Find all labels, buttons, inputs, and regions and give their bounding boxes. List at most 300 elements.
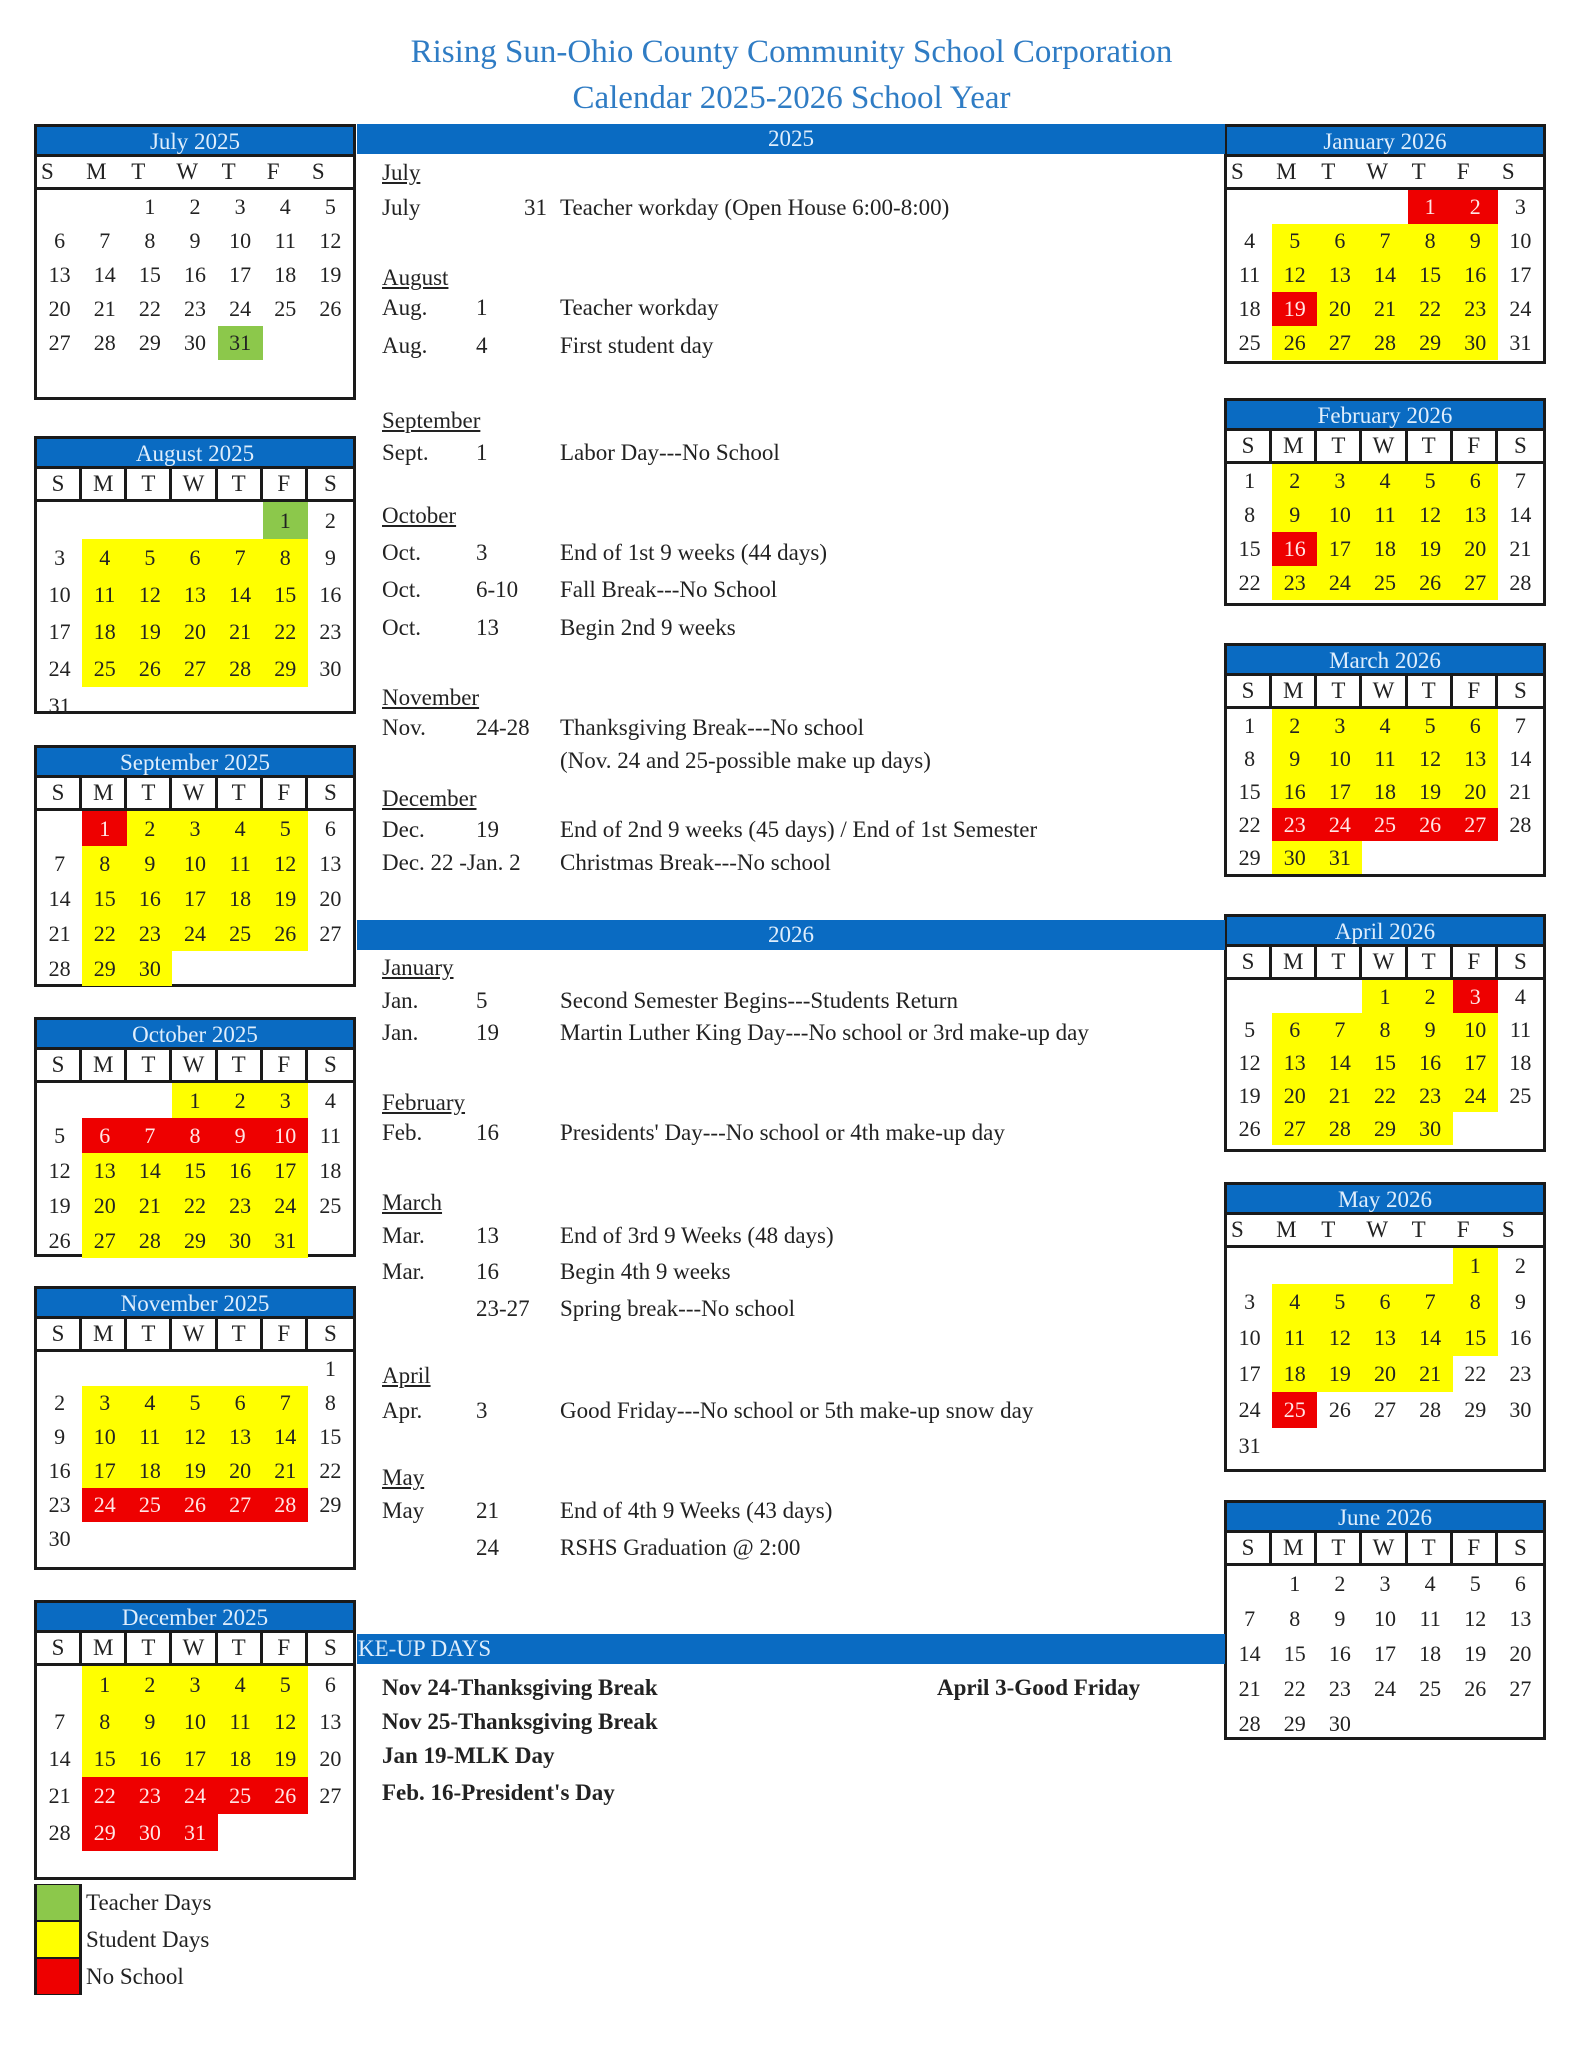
student-day-cell: 17 [1317, 532, 1362, 566]
student-day-cell: 26 [1272, 326, 1317, 360]
student-day-cell: 18 [1362, 775, 1407, 808]
month-header: July 2025 [37, 127, 353, 157]
event-month: Dec. 22 -Jan. 2 [382, 850, 521, 875]
student-day-cell: 13 [1362, 1320, 1407, 1356]
weekday-label: S [1231, 159, 1244, 184]
weekday-label: T [218, 778, 263, 808]
event-month: Aug. [382, 295, 428, 320]
student-day-cell: 11 [218, 846, 263, 881]
day-cell: 11 [1238, 262, 1261, 287]
day-cell: 17 [1238, 1361, 1261, 1386]
student-day-cell: 24 [172, 916, 217, 951]
student-day-cell: 10 [1317, 498, 1362, 532]
day-cell: 12 [1464, 1606, 1487, 1631]
day-cell: 27 [1373, 1397, 1396, 1422]
student-day-cell: 15 [82, 881, 127, 916]
event-row [382, 748, 1202, 778]
weekday-label: T [1411, 1217, 1426, 1242]
calendar-august-2025 [34, 436, 356, 718]
event-description: End of 4th 9 Weeks (43 days) [560, 1498, 833, 1523]
day-cell: 10 [48, 582, 71, 607]
student-day-cell: 16 [1408, 1046, 1453, 1079]
day-cell: 20 [319, 1746, 342, 1771]
empty-day-cell [37, 502, 82, 539]
day-cell: 17 [1509, 262, 1532, 287]
day-grid [1227, 980, 1543, 1145]
no-school-day-cell: 27 [1453, 808, 1498, 841]
day-cell: 28 [1509, 812, 1532, 837]
day-cell: 5 [1469, 1571, 1481, 1596]
student-day-cell: 14 [218, 576, 263, 613]
student-day-cell: 3 [172, 1666, 217, 1703]
weekday-label: W [1362, 1533, 1407, 1563]
no-school-day-cell: 3 [1453, 980, 1498, 1013]
makeup-day-item: Nov 24-Thanksgiving Break [382, 1675, 658, 1700]
no-school-day-cell: 8 [172, 1118, 217, 1153]
event-month: Oct. [382, 615, 421, 640]
student-day-cell: 30 [127, 951, 172, 986]
weekday-label: S [324, 1321, 337, 1346]
day-cell: 3 [1244, 1289, 1256, 1314]
event-month: Aug. [382, 333, 428, 358]
student-day-cell: 24 [263, 1188, 308, 1223]
day-cell: 24 [1238, 1397, 1261, 1422]
legend-label: Student Days [86, 1926, 210, 1952]
empty-day-cell [172, 1352, 217, 1386]
student-day-cell: 6 [1317, 224, 1362, 258]
day-cell: 3 [1514, 194, 1526, 219]
student-day-cell: 14 [263, 1420, 308, 1454]
student-day-cell: 31 [1317, 841, 1362, 874]
student-day-cell: 25 [218, 916, 263, 951]
student-day-cell: 3 [1317, 464, 1362, 498]
no-school-day-cell: 2 [1453, 190, 1498, 224]
event-month: July [382, 195, 421, 220]
day-cell: 28 [1238, 1711, 1261, 1736]
weekday-header-row [37, 469, 353, 502]
event-month: Oct. [382, 577, 421, 602]
day-cell: 26 [1328, 1397, 1351, 1422]
event-date: 31 [524, 195, 547, 220]
weekday-label: W [172, 1319, 217, 1349]
legend-item [34, 1884, 211, 1921]
student-day-cell: 11 [1272, 1320, 1317, 1356]
weekday-label: W [1362, 676, 1407, 706]
event-description: Christmas Break---No school [560, 850, 831, 875]
weekday-label: W [172, 469, 217, 499]
year-bar-2025: 2025 [357, 124, 1225, 154]
teacher-day-cell: 31 [218, 326, 263, 360]
day-cell: 5 [54, 1123, 66, 1148]
student-day-cell: 9 [1453, 224, 1498, 258]
student-day-cell: 23 [1408, 1079, 1453, 1112]
student-day-cell: 19 [1317, 1356, 1362, 1392]
no-school-day-cell: 24 [1317, 808, 1362, 841]
makeup-day-item: Nov 25-Thanksgiving Break [382, 1709, 658, 1734]
no-school-day-cell: 9 [218, 1118, 263, 1153]
day-cell: 23 [183, 296, 206, 321]
event-row [382, 1020, 1202, 1050]
student-day-cell: 8 [82, 846, 127, 881]
weekday-header-row [1227, 1533, 1543, 1566]
day-cell: 6 [1514, 1571, 1526, 1596]
empty-day-cell [37, 1352, 82, 1386]
student-day-cell: 15 [1408, 258, 1453, 292]
empty-day-cell [37, 190, 82, 224]
day-cell: 15 [319, 1424, 342, 1449]
empty-day-cell [1227, 190, 1272, 224]
event-row [382, 577, 1202, 607]
student-day-cell: 13 [1453, 742, 1498, 775]
weekday-label: M [86, 159, 107, 184]
day-cell: 21 [48, 1783, 71, 1808]
day-cell: 25 [1509, 1083, 1532, 1108]
weekday-label: F [1453, 431, 1498, 461]
day-cell: 2 [1334, 1571, 1346, 1596]
day-cell: 2 [54, 1390, 66, 1415]
event-date: 16 [476, 1259, 499, 1284]
month-header: November 2025 [37, 1289, 353, 1319]
month-header: May 2026 [1227, 1185, 1543, 1215]
weekday-label: S [1231, 1217, 1244, 1242]
student-day-cell: 4 [82, 539, 127, 576]
day-cell: 19 [1464, 1641, 1487, 1666]
day-cell: 30 [319, 656, 342, 681]
day-cell: 25 [319, 1193, 342, 1218]
day-cell: 27 [319, 921, 342, 946]
makeup-days-bar: KE-UP DAYS [357, 1634, 1225, 1664]
student-day-cell: 13 [82, 1153, 127, 1188]
day-cell: 7 [54, 1709, 66, 1734]
student-day-cell: 21 [1317, 1079, 1362, 1112]
day-grid [1227, 1566, 1543, 1741]
student-day-cell: 5 [263, 811, 308, 846]
student-day-cell: 27 [82, 1223, 127, 1258]
event-row [382, 715, 1202, 745]
calendar-july-2025 [34, 124, 356, 400]
day-cell: 30 [1509, 1397, 1532, 1422]
weekday-label: M [82, 1319, 127, 1349]
event-month: Apr. [382, 1398, 423, 1423]
student-day-cell: 10 [172, 846, 217, 881]
student-day-cell: 14 [127, 1153, 172, 1188]
day-cell: 1 [144, 194, 156, 219]
student-day-cell: 10 [1453, 1013, 1498, 1046]
day-cell: 29 [138, 330, 161, 355]
student-day-cell: 7 [1362, 224, 1407, 258]
weekday-label: W [176, 159, 199, 184]
student-day-cell: 6 [1272, 1013, 1317, 1046]
weekday-label: T [218, 469, 263, 499]
student-day-cell: 15 [1453, 1320, 1498, 1356]
student-day-cell: 7 [1317, 1013, 1362, 1046]
event-row [382, 850, 1202, 880]
empty-day-cell [218, 502, 263, 539]
weekday-label: S [1514, 1535, 1527, 1560]
weekday-label: S [324, 1052, 337, 1077]
day-cell: 25 [274, 296, 297, 321]
student-day-cell: 29 [1362, 1112, 1407, 1145]
student-day-cell: 28 [1317, 1112, 1362, 1145]
day-cell: 13 [1509, 1606, 1532, 1631]
event-row [382, 440, 1202, 470]
weekday-label: S [1227, 947, 1272, 977]
weekday-label: F [263, 778, 308, 808]
student-day-cell: 1 [1453, 1248, 1498, 1284]
student-day-cell: 27 [1317, 326, 1362, 360]
student-day-cell: 28 [218, 650, 263, 687]
no-school-day-cell: 23 [127, 1777, 172, 1814]
calendar-march-2026 [1224, 643, 1546, 877]
weekday-label: S [324, 780, 337, 805]
day-grid [1227, 1248, 1543, 1464]
event-date: 4 [476, 333, 488, 358]
student-day-cell: 11 [218, 1703, 263, 1740]
student-day-cell: 12 [172, 1420, 217, 1454]
day-cell: 9 [189, 228, 201, 253]
student-day-cell: 19 [263, 1740, 308, 1777]
event-description: First student day [560, 333, 714, 358]
empty-day-cell [82, 502, 127, 539]
day-cell: 7 [54, 851, 66, 876]
weekday-label: T [218, 1319, 263, 1349]
no-school-day-cell: 7 [127, 1118, 172, 1153]
makeup-day-item: Jan 19-MLK Day [382, 1743, 555, 1768]
day-cell: 26 [319, 296, 342, 321]
day-cell: 21 [93, 296, 116, 321]
student-day-cell: 15 [263, 576, 308, 613]
student-day-cell: 2 [1272, 464, 1317, 498]
empty-day-cell [82, 1083, 127, 1118]
student-day-cell: 30 [218, 1223, 263, 1258]
student-day-cell: 15 [82, 1740, 127, 1777]
day-cell: 16 [1509, 1325, 1532, 1350]
empty-day-cell [1272, 190, 1317, 224]
day-cell: 2 [324, 508, 336, 533]
student-day-cell: 23 [218, 1188, 263, 1223]
day-cell: 22 [1464, 1361, 1487, 1386]
student-day-cell: 20 [1317, 292, 1362, 326]
student-day-cell: 13 [1272, 1046, 1317, 1079]
weekday-label: M [1272, 947, 1317, 977]
event-row [382, 1296, 1202, 1326]
day-grid [1227, 190, 1543, 360]
student-day-cell: 12 [1272, 258, 1317, 292]
student-day-cell: 4 [1362, 464, 1407, 498]
student-day-cell: 16 [1453, 258, 1498, 292]
day-cell: 11 [274, 228, 296, 253]
event-description: End of 2nd 9 weeks (45 days) / End of 1st Semester [560, 817, 1038, 842]
day-cell: 6 [54, 228, 66, 253]
day-cell: 24 [229, 296, 252, 321]
day-cell: 4 [1244, 228, 1256, 253]
event-month-heading: September [382, 408, 481, 433]
student-day-cell: 6 [1453, 464, 1498, 498]
empty-day-cell [1362, 190, 1407, 224]
no-school-day-cell: 29 [82, 1814, 127, 1851]
student-day-cell: 22 [1362, 1079, 1407, 1112]
student-day-cell: 20 [172, 613, 217, 650]
event-month: Dec. [382, 817, 425, 842]
no-school-day-cell: 30 [127, 1814, 172, 1851]
student-day-cell: 12 [127, 576, 172, 613]
legend-label: No School [86, 1963, 184, 1989]
legend-item [34, 1958, 211, 1995]
student-day-cell: 7 [218, 539, 263, 576]
student-day-cell: 24 [1317, 566, 1362, 600]
day-grid [37, 190, 353, 360]
student-day-cell: 19 [263, 881, 308, 916]
student-day-cell: 29 [263, 650, 308, 687]
event-month-heading: November [382, 685, 480, 710]
weekday-label: T [131, 159, 146, 184]
weekday-label: F [1456, 159, 1470, 184]
event-date: 3 [476, 540, 488, 565]
no-school-day-cell: 24 [82, 1488, 127, 1522]
weekday-label: T [1317, 676, 1362, 706]
weekday-label: T [1317, 947, 1362, 977]
day-cell: 17 [229, 262, 252, 287]
day-cell: 22 [1238, 570, 1261, 595]
no-school-day-cell: 25 [1272, 1392, 1317, 1428]
event-row [382, 1223, 1202, 1253]
weekday-label: T [127, 1633, 172, 1663]
weekday-label: S [37, 1633, 82, 1663]
student-day-cell: 1 [172, 1083, 217, 1118]
empty-day-cell [1272, 980, 1317, 1013]
day-cell: 3 [234, 194, 246, 219]
day-cell: 18 [319, 1158, 342, 1183]
event-month-heading: February [382, 1090, 466, 1115]
day-cell: 7 [99, 228, 111, 253]
weekday-label: S [1501, 159, 1515, 184]
weekday-label: S [41, 159, 54, 184]
student-day-cell: 27 [1272, 1112, 1317, 1145]
no-school-day-cell: 24 [172, 1777, 217, 1814]
event-date: 3 [476, 1398, 488, 1423]
student-day-cell: 2 [127, 1666, 172, 1703]
month-header: April 2026 [1227, 917, 1543, 947]
student-day-cell: 17 [82, 1454, 127, 1488]
student-day-cell: 30 [1408, 1112, 1453, 1145]
no-school-day-cell: 22 [82, 1777, 127, 1814]
event-date: 21 [476, 1498, 499, 1523]
weekday-label: F [1453, 676, 1498, 706]
day-cell: 29 [1238, 845, 1261, 870]
student-day-cell: 10 [1317, 742, 1362, 775]
student-day-cell: 17 [263, 1153, 308, 1188]
event-date: 5 [476, 988, 488, 1013]
student-day-cell: 13 [172, 576, 217, 613]
weekday-label: S [324, 1635, 337, 1660]
student-day-cell: 12 [1317, 1320, 1362, 1356]
student-day-cell: 29 [172, 1223, 217, 1258]
student-day-cell: 20 [1453, 775, 1498, 808]
student-day-cell: 6 [1453, 709, 1498, 742]
student-day-cell: 3 [82, 1386, 127, 1420]
calendar-june-2026 [1224, 1500, 1546, 1740]
month-header: January 2026 [1227, 127, 1543, 157]
student-day-cell: 19 [1408, 532, 1453, 566]
weekday-label: T [127, 778, 172, 808]
student-day-cell: 18 [1272, 1356, 1317, 1392]
day-cell: 22 [1283, 1676, 1306, 1701]
student-day-cell: 4 [218, 1666, 263, 1703]
empty-day-cell [37, 811, 82, 846]
weekday-header-row [37, 1050, 353, 1083]
day-cell: 7 [1244, 1606, 1256, 1631]
student-day-cell: 31 [263, 1223, 308, 1258]
weekday-label: W [172, 778, 217, 808]
student-day-cell: 11 [82, 576, 127, 613]
weekday-header-row [1227, 676, 1543, 709]
no-school-day-cell: 1 [1408, 190, 1453, 224]
event-row [382, 195, 1202, 225]
day-cell: 30 [48, 1526, 71, 1551]
weekday-label: M [1272, 431, 1317, 461]
student-day-cell: 10 [172, 1703, 217, 1740]
event-description: Good Friday---No school or 5th make-up snow day [560, 1398, 1034, 1423]
student-day-cell: 8 [82, 1703, 127, 1740]
student-day-cell: 21 [263, 1454, 308, 1488]
weekday-header-row [37, 157, 353, 190]
event-month-heading: July [382, 160, 421, 185]
student-day-cell: 7 [263, 1386, 308, 1420]
event-description: Begin 4th 9 weeks [560, 1259, 731, 1284]
event-description: Fall Break---No School [560, 577, 778, 602]
weekday-label: S [1227, 676, 1272, 706]
event-date: 13 [476, 615, 499, 640]
legend [34, 1884, 211, 1995]
student-day-cell: 9 [127, 1703, 172, 1740]
day-cell: 22 [319, 1458, 342, 1483]
weekday-label: W [1362, 431, 1407, 461]
day-cell: 30 [1328, 1711, 1351, 1736]
event-row [382, 540, 1202, 570]
day-cell: 16 [48, 1458, 71, 1483]
weekday-label: S [37, 1319, 82, 1349]
empty-day-cell [82, 190, 127, 224]
student-day-cell: 26 [1408, 566, 1453, 600]
event-row [382, 615, 1202, 645]
event-description: RSHS Graduation @ 2:00 [560, 1535, 801, 1560]
no-school-day-cell: 16 [1272, 532, 1317, 566]
day-cell: 29 [319, 1492, 342, 1517]
day-cell: 14 [48, 886, 71, 911]
day-cell: 19 [1238, 1083, 1261, 1108]
student-day-cell: 18 [82, 613, 127, 650]
event-month-heading: January [382, 955, 454, 980]
student-day-cell: 30 [1272, 841, 1317, 874]
student-day-cell: 24 [1453, 1079, 1498, 1112]
empty-day-cell [37, 1083, 82, 1118]
event-description: Martin Luther King Day---No school or 3rd make-up day [560, 1020, 1089, 1045]
event-date: 19 [476, 817, 499, 842]
event-row [382, 333, 1202, 363]
event-row [382, 1120, 1202, 1150]
student-day-cell: 27 [172, 650, 217, 687]
student-day-cell: 3 [1317, 709, 1362, 742]
day-cell: 22 [138, 296, 161, 321]
student-day-cell: 14 [1408, 1320, 1453, 1356]
student-day-cell: 8 [263, 539, 308, 576]
day-cell: 24 [48, 656, 71, 681]
event-description: End of 3rd 9 Weeks (48 days) [560, 1223, 834, 1248]
day-cell: 9 [324, 545, 336, 570]
student-day-cell: 12 [1408, 498, 1453, 532]
weekday-label: T [1408, 1533, 1453, 1563]
weekday-label: T [1408, 431, 1453, 461]
